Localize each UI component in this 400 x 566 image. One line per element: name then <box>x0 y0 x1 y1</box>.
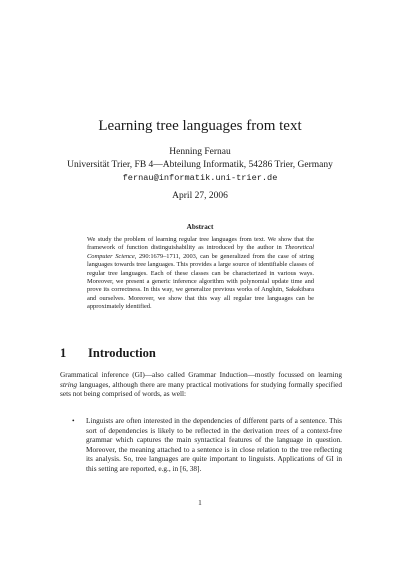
intro-emphasis: string <box>60 379 78 389</box>
author-affiliation: Universität Trier, FB 4—Abteilung Informatik, 54286 Trier, Germany <box>67 160 333 170</box>
paper-title: Learning tree languages from text <box>98 118 302 134</box>
abstract-journal-name: Theoretical Computer Science <box>87 244 314 260</box>
section-heading <box>60 346 156 361</box>
bullet-emphasis: trees <box>275 425 290 435</box>
section-title: Introduction <box>88 346 156 360</box>
bullet-icon: • <box>72 416 75 425</box>
abstract-text <box>87 236 314 312</box>
page-number: 1 <box>198 498 202 507</box>
abstract-text-part-2: , 290:1679–1711, 2003, can be generalized from the case of string languages towards tree languages. This provides a large source of identifiable classes of regular tree languages. Each of these classes can be characterized in various ways. Moreover, we present a generic inference algorithm with polynomial update time and prove its correctness. In this way, we generalize previous works of Angluin, Sakakibara and ourselves. Moreover, we show that this way all regular tree languages can be approximately identified. <box>87 252 314 311</box>
intro-text-part-1: Grammatical inference (GI)—also called Grammar Induction—mostly focussed on learning <box>60 370 342 379</box>
author-email: fernau@informatik.uni-trier.de <box>122 173 278 183</box>
bullet-text <box>86 416 342 474</box>
intro-text-part-2: languages, although there are many practical motivations for studying formally specified sets not being comprised of words, as well: <box>60 379 342 399</box>
abstract-heading: Abstract <box>186 223 214 231</box>
bullet-text-part-1: Linguists are often interested in the dependencies of different parts of a sentence. This sort of dependencies is likely to be reflected in the derivation <box>86 416 342 435</box>
author-name: Henning Fernau <box>169 147 231 157</box>
bullet-list-item <box>60 416 342 474</box>
bullet-text-part-2: of a context-free grammar which captures the main syntactical features of the language in question. Moreover, the meaning attached to a sentence is in close relation to the tree reflecting its analysis. So, tree languages are quite important to linguists. Applications of GI in this setting are reported, e.g., in [6, 38]. <box>86 425 342 473</box>
intro-paragraph <box>60 370 342 399</box>
section-number: 1 <box>60 346 67 360</box>
abstract-text-part-1: We study the problem of learning regular tree languages from text. We show that the framework of function distinguishability as introduced by the author in <box>87 236 314 252</box>
paper-date: April 27, 2006 <box>172 191 228 201</box>
